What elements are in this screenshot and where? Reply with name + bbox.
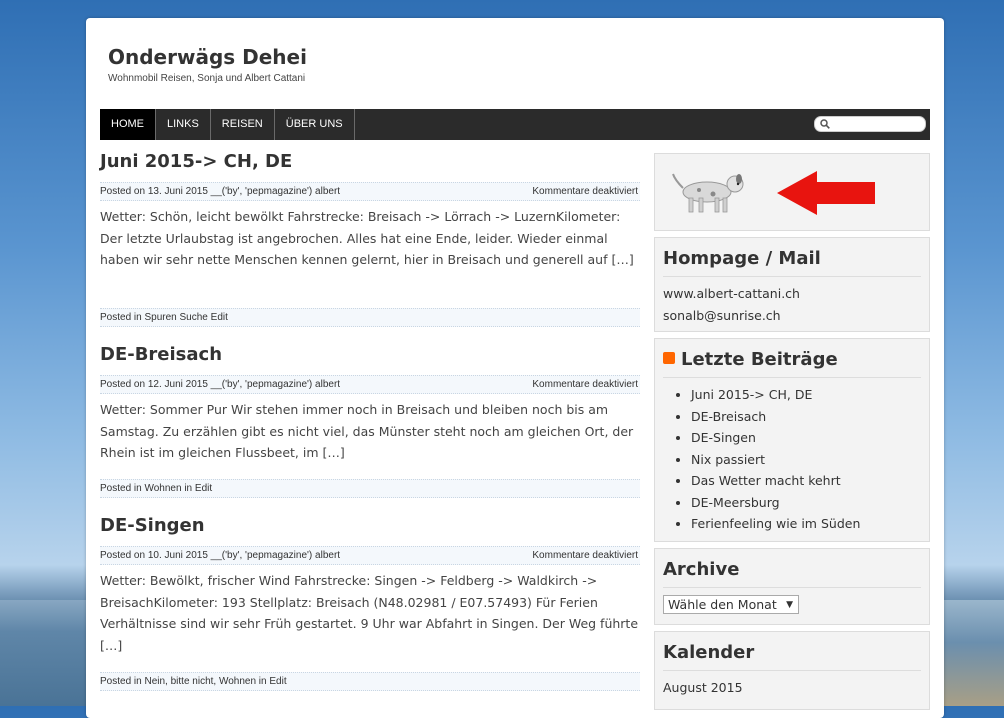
post-category-link[interactable]: Wohnen in (144, 483, 193, 494)
chevron-down-icon: ▼ (786, 599, 793, 610)
background-sea-right (944, 600, 1004, 706)
nav-item-links[interactable]: LINKS (156, 109, 211, 140)
recent-posts-widget (654, 338, 930, 542)
arrow-left-icon (777, 171, 875, 215)
website-link[interactable]: www.albert-cattani.ch (663, 286, 800, 301)
archive-widget (654, 548, 930, 625)
archive-month-select[interactable] (663, 595, 799, 614)
background-sea-left (0, 600, 90, 706)
post-excerpt: Wetter: Bewölkt, frischer Wind Fahrstrecke: Singen -> Feldberg -> Waldkirch -> BreisachKilometer: 193 Stellplatz: Breisach (N48.02981 / E07.57493) Für Ferien Verhältnisse sind wir sehr Früh gestartet. 9 Uhr war Abfahrt in Singen. Der Weg führte […] (100, 573, 639, 653)
post-comments-status: Kommentare deaktiviert (532, 186, 638, 197)
recent-post-link[interactable]: • DE-Breisach (691, 406, 921, 428)
search-input[interactable] (833, 117, 919, 131)
recent-post-link[interactable]: • Ferienfeeling wie im Süden (691, 513, 921, 535)
post-comments-status: Kommentare deaktiviert (532, 550, 638, 561)
calendar-month: August 2015 (663, 679, 743, 695)
nav-item-home[interactable]: HOME (100, 109, 156, 140)
post-category-link[interactable]: Spuren Suche (144, 312, 208, 323)
posted-in-label: Posted in (100, 483, 142, 494)
widget-title: Hompage / Mail (663, 238, 921, 277)
post (100, 341, 640, 498)
post-date-link[interactable]: 13. Juni 2015 (147, 186, 208, 197)
post-title[interactable]: DE-Breisach (100, 344, 223, 365)
image-widget (654, 153, 930, 231)
post-date-link[interactable]: 12. Juni 2015 (147, 379, 208, 390)
widget-title (663, 339, 921, 378)
post-meta (100, 546, 640, 565)
site-description: Wohnmobil Reisen, Sonja und Albert Cattani (108, 73, 306, 84)
post-category-link[interactable]: Nein, bitte nicht, Wohnen in (144, 676, 267, 687)
post-meta (100, 375, 640, 394)
recent-posts-list (663, 384, 921, 535)
site-branding (108, 44, 308, 87)
nav-item-ueber-uns[interactable]: ÜBER UNS (275, 109, 355, 140)
sidebar (654, 153, 930, 716)
recent-post-link[interactable]: • DE-Meersburg (691, 492, 921, 514)
post-edit-link[interactable]: Edit (269, 676, 287, 687)
widget-title: Archive (663, 549, 921, 588)
email-link[interactable]: sonalb@sunrise.ch (663, 308, 781, 323)
rss-icon[interactable] (663, 352, 675, 364)
post-author[interactable]: __('by', 'pepmagazine') albert (210, 550, 341, 561)
post-author[interactable]: __('by', 'pepmagazine') albert (210, 379, 341, 390)
post-meta (100, 182, 640, 201)
post-footer (100, 479, 640, 498)
dog-image (669, 170, 753, 216)
recent-post-link[interactable]: • DE-Singen (691, 427, 921, 449)
post-title[interactable]: DE-Singen (100, 515, 205, 536)
post-edit-link[interactable]: Edit (194, 483, 213, 494)
post-footer (100, 672, 640, 691)
recent-post-link[interactable]: • Nix passiert (691, 449, 921, 471)
homepage-widget (654, 237, 930, 332)
post-excerpt: Wetter: Sommer Pur Wir stehen immer noch in Breisach und bleiben noch bis am Samstag. Zu erzählen gibt es nicht viel, das Münster steht noch am gleichen Ort, der Rhein ist im gleichen Flussbeet, im […] (100, 402, 634, 460)
archive-select-value: Wähle den Monat (668, 596, 777, 612)
post-edit-link[interactable]: Edit (210, 312, 228, 323)
post (100, 512, 640, 691)
posted-on-label: Posted on (100, 550, 146, 561)
post-excerpt: Wetter: Schön, leicht bewölkt Fahrstrecke: Breisach -> Lörrach -> LuzernKilometer: Der letzte Urlaubstag ist angebrochen. Alles hat eine Ende, leider. Wieder einmal haben wir sehr nette Menschen kennen gelernt, hier in Breisach und generell auf […] (100, 209, 634, 267)
post (100, 148, 640, 327)
search-icon (820, 119, 830, 129)
page-container (86, 18, 944, 718)
site-title[interactable]: Onderwägs Dehei (108, 45, 307, 69)
calendar-widget (654, 631, 930, 710)
posted-on-label: Posted on (100, 186, 146, 197)
recent-post-link[interactable]: • Das Wetter macht kehrt (691, 470, 921, 492)
main-content (100, 148, 640, 691)
search-box[interactable] (814, 116, 926, 132)
posted-in-label: Posted in (100, 312, 142, 323)
post-date-link[interactable]: 10. Juni 2015 (147, 550, 208, 561)
posted-in-label: Posted in (100, 676, 142, 687)
nav-item-reisen[interactable]: REISEN (211, 109, 275, 140)
post-comments-status: Kommentare deaktiviert (532, 379, 638, 390)
recent-post-link[interactable]: • Juni 2015-> CH, DE (691, 384, 921, 406)
widget-title: Kalender (663, 632, 921, 671)
posted-on-label: Posted on (100, 379, 146, 390)
main-navigation (100, 109, 930, 140)
post-title[interactable]: Juni 2015-> CH, DE (100, 151, 293, 172)
post-author[interactable]: __('by', 'pepmagazine') albert (210, 186, 341, 197)
post-footer (100, 308, 640, 327)
widget-title-text: Letzte Beiträge (681, 349, 838, 370)
